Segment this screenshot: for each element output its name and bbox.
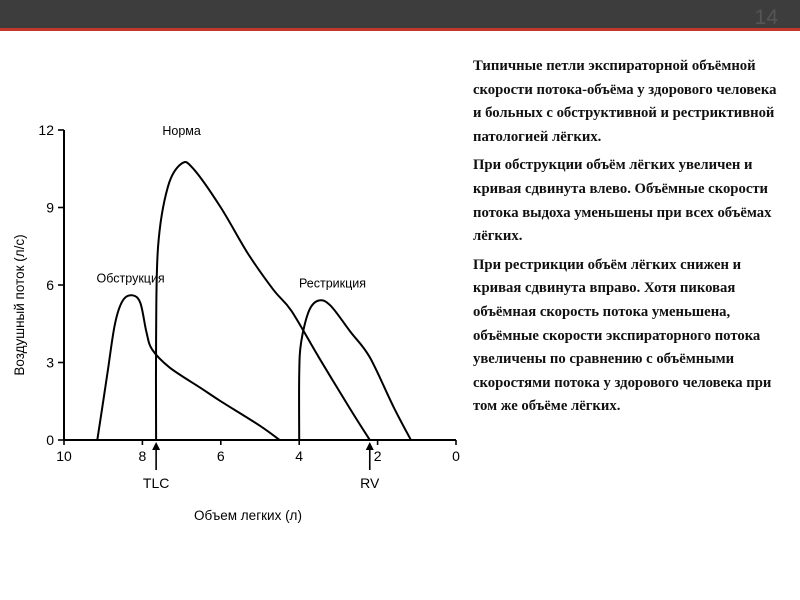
x-axis-title: Объем легких (л): [194, 508, 302, 523]
y-tick-label: 9: [46, 199, 54, 216]
curve-normal: [156, 162, 370, 440]
curve-obstruction: [97, 295, 279, 440]
x-tick-label: 10: [56, 448, 72, 464]
slide-accent-line: [0, 28, 800, 31]
y-tick-label: 3: [46, 354, 54, 371]
marker-label-tlc: TLC: [142, 475, 170, 491]
series-label: Рестрикция: [299, 276, 367, 291]
series-label: Норма: [162, 124, 201, 139]
flow-volume-chart: [0, 95, 470, 535]
curve-restriction: [299, 300, 411, 440]
series-label: Обструкция: [96, 271, 165, 286]
paragraph-intro: Типичные петли экспираторной объёмной скорости потока-объёма у здорового человека и больных с обструктивной и рестриктивной патологией лёгких.: [473, 58, 777, 145]
x-tick-label: 2: [373, 448, 382, 464]
y-tick-label: 6: [46, 277, 54, 293]
x-tick-label: 8: [138, 448, 147, 464]
marker-arrowhead-rv: [366, 442, 374, 450]
y-tick-label: 12: [38, 122, 54, 138]
paragraph-restriction: При рестрикции объём лёгких снижен и кривая сдвинута вправо. Хотя пиковая объёмная скорость потока уменьшена, объёмные скорости экспираторного потока увеличены по сравнению с объёмными скоростями потока у здорового человека при том же объёме лёгких.: [473, 256, 772, 415]
marker-label-rv: RV: [360, 475, 380, 491]
paragraph-obstruction: При обструкции объём лёгких увеличен и кривая сдвинута влево. Объёмные скорости потока выдоха уменьшены при всех объёмах лёгких.: [473, 157, 772, 245]
y-tick-label: 0: [46, 432, 54, 448]
x-tick-label: 4: [295, 448, 304, 464]
text-panel: [473, 55, 778, 424]
slide-top-bar: [0, 0, 800, 28]
marker-arrowhead-tlc: [152, 442, 160, 450]
x-tick-label: 0: [452, 448, 460, 464]
x-tick-label: 6: [216, 448, 225, 464]
slide-number: 14: [754, 6, 778, 29]
y-axis-title: Воздушный поток (л/с): [12, 234, 27, 376]
